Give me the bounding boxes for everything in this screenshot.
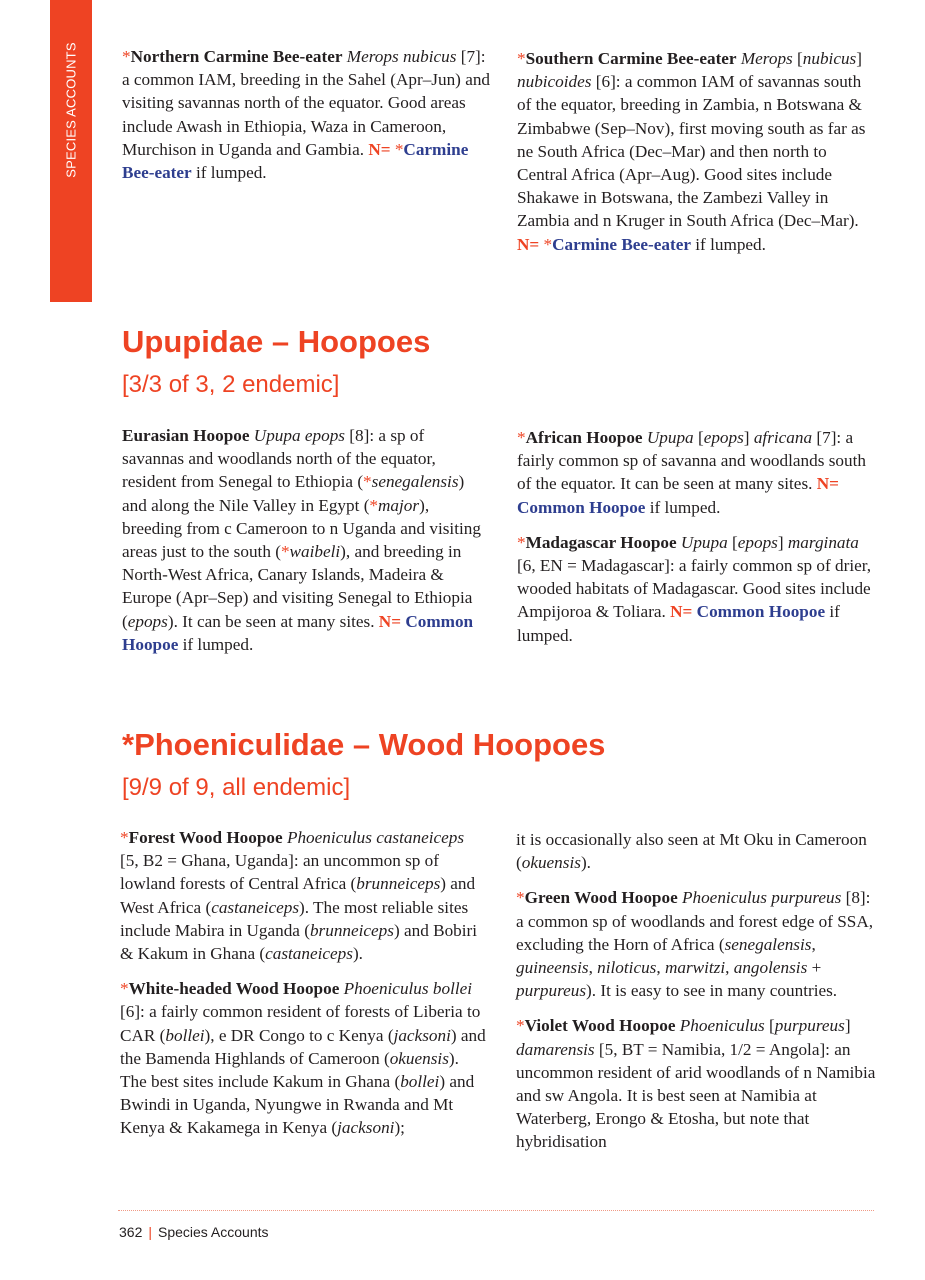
lumped-name: Common Hoopoe <box>517 497 646 517</box>
endemic-asterisk: * <box>517 428 526 447</box>
italic-text: okuensis <box>521 853 581 873</box>
bold-text: Northern Carmine Bee-eater <box>130 47 343 66</box>
bold-text: African Hoopoe <box>525 428 643 447</box>
text-run: ). <box>580 853 591 873</box>
text-run: ) and along the Nile Valley in Egypt ( <box>122 472 465 515</box>
page-footer <box>119 1224 269 1240</box>
text-run: [ <box>764 1016 775 1036</box>
italic-text: marwitzi <box>664 958 726 978</box>
entries-right-wood-hoopoes <box>516 828 878 1166</box>
italic-text: waibeli <box>289 542 341 562</box>
text-run: ); <box>394 1118 405 1138</box>
italic-text: castaneiceps <box>265 944 353 964</box>
italic-text: Merops <box>740 49 793 68</box>
italic-text: purpureus <box>774 1016 845 1036</box>
italic-text: Phoeniculus purpureus <box>682 888 842 908</box>
text-run: ) and the Bamenda Highlands of Cameroon ( <box>120 1025 486 1068</box>
endemic-asterisk: * <box>122 47 131 66</box>
page-number: 362 <box>119 1224 143 1240</box>
text-run: [8]: a sp of savannas and woodlands north of the equator, resident from Senegal to Ethiopia ( <box>122 426 436 492</box>
text-run: ] <box>777 532 788 552</box>
italic-text: Phoeniculus castaneiceps <box>286 828 465 847</box>
family-count-phoeniculidae: [9/9 of 9, all endemic] <box>122 774 351 801</box>
text-run: [ <box>693 428 704 447</box>
text-run: [6, EN = Madagascar]: a fairly common sp of drier, wooded habitats of Madagascar. Good sites include Ampijoroa & Toliara. <box>517 556 872 622</box>
italic-text: senegalensis <box>724 934 812 954</box>
italic-text: purpureus <box>516 981 587 1001</box>
italic-text: niloticus <box>597 958 657 978</box>
italic-text: Upupa epops <box>253 426 345 445</box>
italic-text: Upupa <box>646 428 694 447</box>
italic-text: Phoeniculus <box>679 1016 765 1036</box>
endemic-asterisk: * <box>280 542 290 562</box>
entry-northern-carmine-bee-eater <box>122 45 492 196</box>
bold-text: Eurasian Hoopoe <box>122 426 250 445</box>
bold-text: Southern Carmine Bee-eater <box>525 49 737 68</box>
endemic-asterisk: * <box>516 888 525 908</box>
italic-text: epops <box>737 532 778 552</box>
text-run: ] <box>743 428 754 447</box>
italic-text: damarensis <box>516 1039 595 1059</box>
endemic-asterisk: * <box>517 532 526 552</box>
text-run: [6]: a fairly common resident of forests of Liberia to CAR ( <box>120 1002 481 1045</box>
text-run: ] <box>844 1016 851 1036</box>
name-reference: N= <box>816 474 839 494</box>
bold-text: Forest Wood Hoopoe <box>128 828 283 847</box>
bold-text: Green Wood Hoopoe <box>524 888 678 908</box>
lumped-name: Common Hoopoe <box>696 602 826 622</box>
footer-separator: | <box>148 1224 152 1240</box>
family-heading-phoeniculidae: *Phoeniculidae – Wood Hoopoes <box>122 727 606 762</box>
text-run: [7]: a common IAM, breeding in the Sahel (Apr–Jun) and visiting savannas north of the equator. Good areas include Awash in Ethiopia, Waza in Cameroon, Murchison in Uganda and Gambia. <box>122 47 491 159</box>
name-reference: N= <box>378 611 402 631</box>
italic-text: epops <box>127 611 168 631</box>
species-account <box>517 531 879 647</box>
lumped-name: Common Hoopoe <box>122 611 474 654</box>
species-account <box>517 47 879 256</box>
bold-text: Violet Wood Hoopoe <box>524 1016 676 1036</box>
name-reference: N= <box>517 234 540 254</box>
family-count-upupidae: [3/3 of 3, 2 endemic] <box>122 371 340 398</box>
species-account <box>120 826 486 965</box>
bold-text: White-headed Wood Hoopoe <box>128 979 340 999</box>
species-account <box>122 424 484 656</box>
endemic-asterisk: * <box>394 139 404 159</box>
text-run: ] <box>856 49 862 68</box>
text-run: , <box>725 958 734 978</box>
text-run: ). The most reliable sites include Mabira in Uganda ( <box>120 897 469 940</box>
species-account <box>516 886 878 1002</box>
text-run: [5, BT = Namibia, 1/2 = Angola]: an uncommon resident of arid woodlands of n Namibia and sw Angola. It is best seen at Namibia at Waterberg, Erongo & Etosha, but note that hybridisation <box>516 1039 876 1152</box>
footer-section-title: Species Accounts <box>158 1224 269 1240</box>
italic-text: senegalensis <box>371 472 459 492</box>
italic-text: bollei <box>165 1025 205 1045</box>
italic-text: epops <box>703 428 744 447</box>
entries-right-hoopoes <box>517 426 879 659</box>
italic-text: jacksoni <box>393 1025 451 1045</box>
text-run: ) and Bwindi in Uganda, Nyungwe in Rwanda and Mt Kenya & Kakamega in Kenya ( <box>120 1072 475 1138</box>
text-run: [8]: a common sp of woodlands and forest edge of SSA, excluding the Horn of Africa ( <box>516 888 874 954</box>
text-run: if lumped. <box>690 234 766 254</box>
italic-text: jacksoni <box>337 1118 395 1138</box>
text-run: if lumped. <box>645 497 721 517</box>
endemic-asterisk: * <box>516 1016 525 1036</box>
lumped-name: Carmine Bee-eater <box>552 234 691 254</box>
italic-text: marginata <box>787 532 859 552</box>
name-reference: N= <box>670 602 693 622</box>
text-run: [6]: a common IAM of savannas south of the equator, breeding in Zambia, n Botswana & Zimbabwe (Sep–Nov), first moving south as far as ne South Africa (Dec–Mar) and then north to Central Africa (Apr–Aug). Good sites include Shakawe in Botswana, the Zambezi Valley in Zambia and n Kruger in South Africa (Dec–Mar). <box>517 72 866 231</box>
text-run: ), e DR Congo to c Kenya ( <box>204 1025 394 1045</box>
italic-text: major <box>378 495 420 515</box>
text-run: ) and West Africa ( <box>120 874 476 917</box>
side-tab-label: SPECIES ACCOUNTS <box>63 42 79 178</box>
species-account <box>516 828 878 874</box>
entry-southern-carmine-bee-eater <box>517 47 879 268</box>
endemic-asterisk: * <box>543 234 553 254</box>
species-account <box>516 1014 878 1153</box>
species-account <box>122 45 492 184</box>
text-run: it is occasionally also seen at Mt Oku in Cameroon ( <box>516 830 867 873</box>
text-run: ), breeding from c Cameroon to n Uganda and visiting areas just to the south ( <box>122 495 481 562</box>
italic-text: angolensis <box>733 958 808 978</box>
text-run: if lumped. <box>517 602 840 645</box>
section-side-tab <box>50 0 92 302</box>
text-run: ). The best sites include Kakum in Ghana ( <box>120 1048 459 1092</box>
italic-text: Upupa <box>680 532 728 552</box>
footer-divider <box>118 1210 874 1211</box>
text-run: ). It is easy to see in many countries. <box>586 981 838 1001</box>
italic-text: Phoeniculus bollei <box>343 979 473 999</box>
italic-text: guineensis <box>516 958 589 978</box>
text-run: ) and Bobiri & Kakum in Ghana ( <box>120 920 478 964</box>
family-heading-upupidae: Upupidae – Hoopoes <box>122 324 431 359</box>
text-run: ). <box>352 944 363 964</box>
species-account <box>120 977 486 1139</box>
italic-text: castaneiceps <box>211 897 300 917</box>
entries-left-wood-hoopoes <box>120 826 486 1152</box>
italic-text: okuensis <box>389 1048 449 1068</box>
endemic-asterisk: * <box>369 495 379 515</box>
bold-text: Madagascar Hoopoe <box>525 532 677 552</box>
endemic-asterisk: * <box>120 828 129 847</box>
text-run: if lumped. <box>178 634 254 654</box>
italic-text: Merops nubicus <box>346 47 457 66</box>
text-run: + <box>807 958 822 978</box>
text-run: ). It can be seen at many sites. <box>167 611 379 631</box>
species-account <box>517 426 879 519</box>
lumped-name: Carmine Bee-eater <box>122 139 469 183</box>
italic-text: nubicoides <box>517 72 592 92</box>
text-run: [ <box>792 49 803 68</box>
text-run: [ <box>727 532 738 552</box>
entry-eurasian-hoopoe <box>122 424 484 668</box>
italic-text: nubicus <box>802 49 857 68</box>
text-run: , <box>811 934 816 954</box>
text-run: ), and breeding in North-West Africa, Canary Islands, Madeira & Europe (Apr–Sep) and visiting Senegal to Ethiopia ( <box>122 542 473 631</box>
endemic-asterisk: * <box>517 49 526 68</box>
text-run: [5, B2 = Ghana, Uganda]: an uncommon sp of lowland forests of Central Africa ( <box>120 851 440 894</box>
text-run: , <box>656 958 665 978</box>
text-run: if lumped. <box>191 163 267 183</box>
italic-text: brunneiceps <box>356 874 441 894</box>
name-reference: N= <box>368 139 391 159</box>
endemic-asterisk: * <box>120 979 129 999</box>
italic-text: bollei <box>400 1072 440 1092</box>
text-run: , <box>588 958 598 978</box>
italic-text: africana <box>753 428 813 447</box>
endemic-asterisk: * <box>363 472 372 492</box>
text-run: [7]: a fairly common sp of savanna and woodlands south of the equator. It can be seen at many sites. <box>517 428 866 494</box>
italic-text: brunneiceps <box>309 920 394 940</box>
